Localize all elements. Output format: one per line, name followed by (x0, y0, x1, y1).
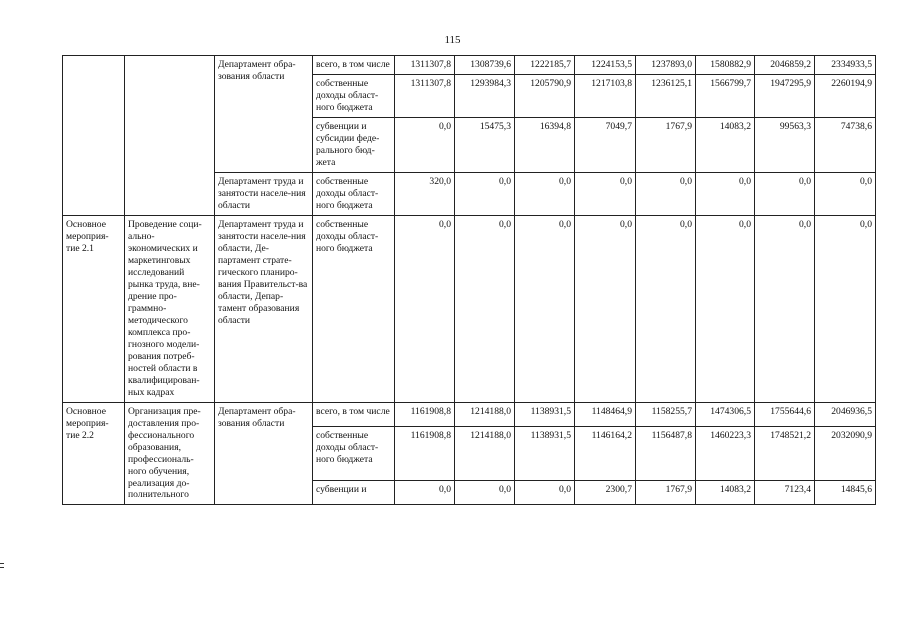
value-cell: 1293984,3 (455, 74, 515, 117)
value-cell: 0,0 (515, 172, 575, 215)
funding-source-cell: субвенции и субсидии феде-рального бюд-жета (313, 117, 395, 172)
value-cell: 0,0 (755, 172, 815, 215)
value-cell: 1474306,5 (696, 402, 755, 426)
executor-cell: Департамент обра-зования области (215, 402, 313, 505)
value-cell: 2046936,5 (815, 402, 876, 426)
value-cell: 7123,4 (755, 481, 815, 505)
value-cell: 1156487,8 (636, 426, 696, 481)
funding-source-cell: всего, в том числе (313, 402, 395, 426)
value-cell: 1311307,8 (395, 56, 455, 75)
value-cell: 15475,3 (455, 117, 515, 172)
value-cell: 2260194,9 (815, 74, 876, 117)
value-cell: 0,0 (395, 481, 455, 505)
budget-table (62, 55, 876, 505)
value-cell: 1224153,5 (575, 56, 636, 75)
table-row (63, 402, 876, 426)
funding-source-cell: собственные доходы област-ного бюджета (313, 74, 395, 117)
value-cell: 0,0 (696, 215, 755, 402)
funding-source-cell: собственные доходы област-ного бюджета (313, 215, 395, 402)
value-cell: 1767,9 (636, 481, 696, 505)
value-cell: 99563,3 (755, 117, 815, 172)
value-cell: 0,0 (755, 215, 815, 402)
event-cell (63, 56, 125, 216)
funding-source-cell: всего, в том числе (313, 56, 395, 75)
value-cell: 1236125,1 (636, 74, 696, 117)
value-cell: 7049,7 (575, 117, 636, 172)
event-name-cell: Организация пре-доставления про-фессионального образования, профессиональ-ного обучения, реализация до-полнительного (125, 402, 215, 505)
value-cell: 1308739,6 (455, 56, 515, 75)
value-cell: 14083,2 (696, 117, 755, 172)
executor-cell: Департамент обра-зования области (215, 56, 313, 173)
value-cell: 0,0 (395, 117, 455, 172)
value-cell: 1138931,5 (515, 426, 575, 481)
value-cell: 0,0 (636, 172, 696, 215)
value-cell: 74738,6 (815, 117, 876, 172)
scan-margin-mark (0, 563, 4, 564)
value-cell: 14083,2 (696, 481, 755, 505)
value-cell: 2334933,5 (815, 56, 876, 75)
value-cell: 1755644,6 (755, 402, 815, 426)
value-cell: 16394,8 (515, 117, 575, 172)
value-cell: 1148464,9 (575, 402, 636, 426)
value-cell: 0,0 (696, 172, 755, 215)
scan-margin-mark (0, 567, 4, 568)
value-cell: 1767,9 (636, 117, 696, 172)
value-cell: 0,0 (515, 481, 575, 505)
executor-cell: Департамент труда и занятости населе-ния области, Де-партамент страте-гического планиро-вания Правительст-ва области, Депар-тамент образования области (215, 215, 313, 402)
value-cell: 1205790,9 (515, 74, 575, 117)
value-cell: 0,0 (395, 215, 455, 402)
value-cell: 0,0 (815, 215, 876, 402)
value-cell: 1947295,9 (755, 74, 815, 117)
value-cell: 0,0 (815, 172, 876, 215)
value-cell: 1214188,0 (455, 402, 515, 426)
value-cell: 1161908,8 (395, 402, 455, 426)
value-cell: 1566799,7 (696, 74, 755, 117)
event-cell: Основное мероприя-тие 2.1 (63, 215, 125, 402)
value-cell: 0,0 (455, 481, 515, 505)
table-row (63, 56, 876, 75)
value-cell: 2300,7 (575, 481, 636, 505)
value-cell: 1460223,3 (696, 426, 755, 481)
value-cell: 1138931,5 (515, 402, 575, 426)
event-name-cell: Проведение соци-ально-экономических и маркетинговых исследований рынка труда, вне-дрение про-граммно-методического комплекса про-гнозного модели-рования потреб-ностей области в квалифицирован-ных кадрах (125, 215, 215, 402)
value-cell: 0,0 (455, 215, 515, 402)
value-cell: 1158255,7 (636, 402, 696, 426)
page-number: 115 (444, 34, 461, 46)
value-cell: 0,0 (575, 215, 636, 402)
value-cell: 1748521,2 (755, 426, 815, 481)
value-cell: 2032090,9 (815, 426, 876, 481)
value-cell: 1146164,2 (575, 426, 636, 481)
value-cell: 2046859,2 (755, 56, 815, 75)
funding-source-cell: собственные доходы област-ного бюджета (313, 172, 395, 215)
executor-cell: Департамент труда и занятости населе-ния области (215, 172, 313, 215)
funding-source-cell: собственные доходы област-ного бюджета (313, 426, 395, 481)
value-cell: 0,0 (455, 172, 515, 215)
value-cell: 1161908,8 (395, 426, 455, 481)
value-cell: 1217103,8 (575, 74, 636, 117)
value-cell: 320,0 (395, 172, 455, 215)
value-cell: 1222185,7 (515, 56, 575, 75)
value-cell: 1580882,9 (696, 56, 755, 75)
value-cell: 0,0 (636, 215, 696, 402)
value-cell: 0,0 (515, 215, 575, 402)
event-name-cell (125, 56, 215, 216)
table-row (63, 215, 876, 402)
value-cell: 0,0 (575, 172, 636, 215)
value-cell: 1311307,8 (395, 74, 455, 117)
value-cell: 1214188,0 (455, 426, 515, 481)
value-cell: 14845,6 (815, 481, 876, 505)
funding-source-cell: субвенции и (313, 481, 395, 505)
event-cell: Основное мероприя-тие 2.2 (63, 402, 125, 505)
value-cell: 1237893,0 (636, 56, 696, 75)
